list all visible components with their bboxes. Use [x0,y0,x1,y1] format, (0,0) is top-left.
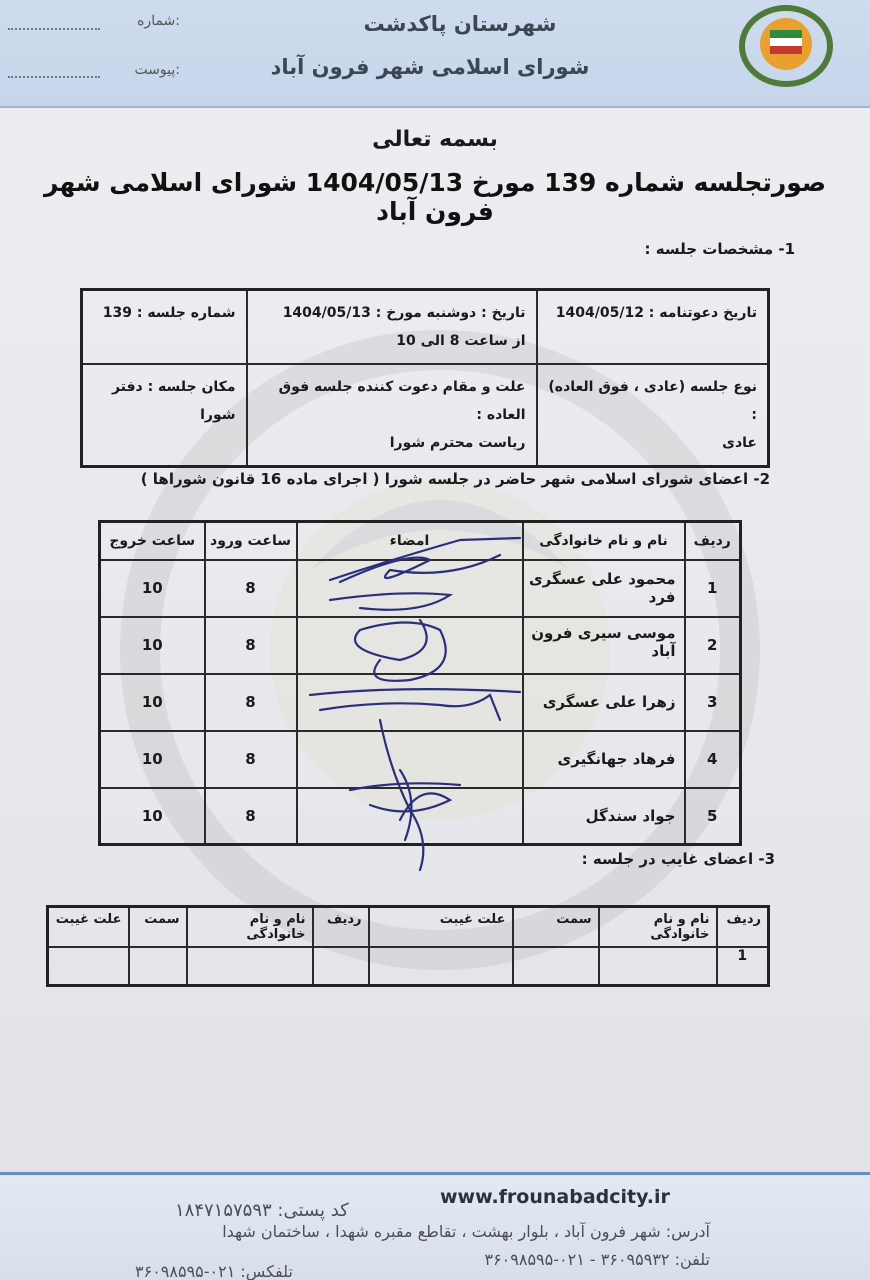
section3-heading: 3- اعضای غایب در جلسه : [581,850,775,868]
col-absence-reason-2: علت غیبت [48,907,129,948]
exit-time: 10 [100,617,205,674]
meeting-date: تاریخ : دوشنبه مورخ : 1404/05/13 [282,305,526,321]
member-name: موسی سیری فرون آباد [523,617,685,674]
col-row-number: ردیف [685,522,741,560]
entry-time: 8 [205,674,297,731]
col-position-2: سمت [129,907,187,948]
col-row-number: ردیف [717,907,769,948]
absent-position-cell-2 [129,947,187,985]
section2-heading: 2- اعضای شورای اسلامی شهر حاضر در جلسه شورا ( اجرای ماده 16 قانون شوراها ) [140,470,770,488]
meeting-date-cell [247,290,537,365]
phone-text: تلفن: ۳۶۰۹۵۹۳۲ - ۰۲۱-۳۶۰۹۸۵۹۵ [484,1250,710,1269]
meeting-time: از ساعت 8 الی 10 [396,333,526,349]
table-header-row [100,522,741,560]
number-dotted-line [8,28,100,30]
number-label: شماره: [137,13,180,29]
absent-name-cell [599,947,717,985]
council-logo-icon [730,2,842,98]
signature-cell [297,731,523,788]
col-entry-time: ساعت ورود [205,522,297,560]
absent-reason-cell [369,947,513,985]
reason-label: علت و مقام دعوت کننده جلسه فوق العاده : [278,379,526,423]
member-name: زهرا علی عسگری [523,674,685,731]
table-header-row [48,907,769,948]
row-number: 4 [685,731,741,788]
col-full-name-2: نام و نام خانوادگی [187,907,313,948]
row-number: 1 [717,947,769,985]
footer-divider [0,1172,870,1175]
absent-position-cell [513,947,599,985]
meeting-type-value: عادی [722,435,757,451]
col-signature: امضاء [297,522,523,560]
city-name: شهرستان پاکدشت [363,12,557,36]
entry-time: 8 [205,560,297,617]
col-exit-time: ساعت خروج [100,522,205,560]
row-number: 3 [685,674,741,731]
bismillah-heading: بسمه تعالی [372,127,498,152]
entry-time: 8 [205,788,297,845]
website-link[interactable]: www.frounabadcity.ir [440,1186,670,1208]
section1-heading: 1- مشخصات جلسه : [644,240,795,258]
absent-row-cell-2 [313,947,369,985]
table-row [100,788,741,845]
entry-time: 8 [205,731,297,788]
meeting-type-label: نوع جلسه (عادی ، فوق العاده) : [548,379,757,423]
meeting-location: مکان جلسه : دفتر شورا [111,379,236,423]
member-name: محمود علی عسگری فرد [523,560,685,617]
signature-cell [297,788,523,845]
invite-date-cell [537,290,769,365]
address-text: آدرس: شهر فرون آباد ، بلوار بهشت ، تقاطع مقبره شهدا ، ساختمان شهدا [222,1222,710,1241]
council-name: شورای اسلامی شهر فرون آباد [270,55,590,79]
meeting-details-table [80,288,770,468]
absent-members-table [46,905,770,987]
col-full-name: نام و نام خانوادگی [523,522,685,560]
signature-cell [297,617,523,674]
table-row [100,674,741,731]
col-absence-reason: علت غیبت [369,907,513,948]
member-name: فرهاد جهانگیری [523,731,685,788]
fax-text: تلفکس: ۰۲۱-۳۶۰۹۸۵۹۵ [135,1262,293,1280]
reason-cell [247,364,537,467]
meeting-number-cell [82,290,247,365]
location-cell [82,364,247,467]
minutes-title: صورتجلسه شماره 139 مورخ 1404/05/13 شورای اسلامی شهر فرون آباد [43,168,827,226]
reason-value: ریاست محترم شورا [389,435,526,451]
exit-time: 10 [100,788,205,845]
absent-reason-cell-2 [48,947,129,985]
postal-code: کد پستی: ۱۸۴۷۱۵۷۵۹۳ [175,1200,349,1221]
exit-time: 10 [100,674,205,731]
entry-time: 8 [205,617,297,674]
table-row [100,731,741,788]
table-row [48,947,769,985]
attachment-label: پیوست: [134,62,180,78]
meeting-type-cell [537,364,769,467]
table-row [100,560,741,617]
signature-cell [297,674,523,731]
meeting-number: شماره جلسه : 139 [102,305,236,321]
signature-cell [297,560,523,617]
exit-time: 10 [100,731,205,788]
table-row [100,617,741,674]
col-row-number-2: ردیف [313,907,369,948]
col-full-name: نام و نام خانوادگی [599,907,717,948]
row-number: 5 [685,788,741,845]
exit-time: 10 [100,560,205,617]
attachment-dotted-line [8,76,100,78]
member-name: جواد سندگل [523,788,685,845]
col-position: سمت [513,907,599,948]
row-number: 2 [685,617,741,674]
row-number: 1 [685,560,741,617]
invite-date: تاریخ دعوتنامه : 1404/05/12 [555,305,757,321]
absent-name-cell-2 [187,947,313,985]
present-members-table [98,520,742,846]
